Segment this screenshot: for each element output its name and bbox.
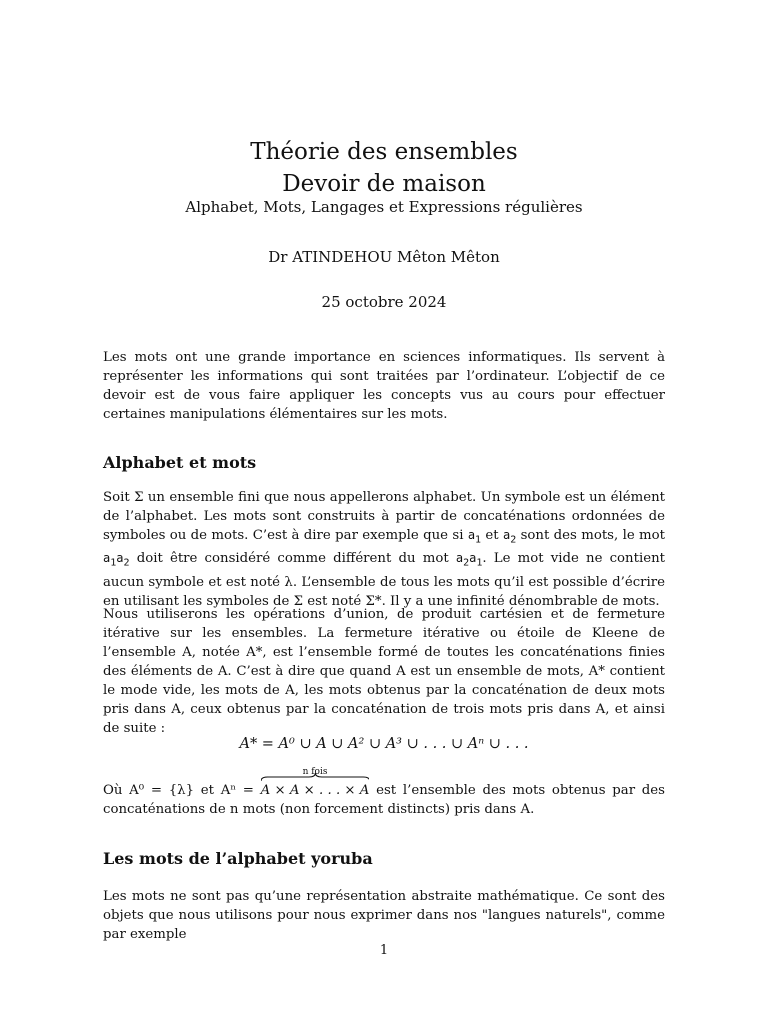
braced-expression: A × A × . . . × A [260,783,370,798]
text-segment: doit être considéré comme différent du mot [129,551,456,567]
overbrace-product [260,767,370,800]
document-subtitle: Devoir de maison [282,171,486,197]
text-segment: et [481,528,503,543]
text-segment: sont des mots, le mot [516,528,665,543]
document-date: 25 octobre 2024 [321,293,447,311]
paragraph-alphabet: Soit Σ un ensemble fini que nous appellerons alphabet. Un symbole est un élément de l’alphabet. Les mots sont construits à partir de concaténations ordonnées de symboles ou de mots. C’est à dire par exemple que si $a_1$ et $a_2$ sont des mots, le mot $a_1a_2$ doit être considéré comme différent du mot $a_2a_1$. Le mot vide ne contient aucun symbole et est noté λ. L’ensemble de tous les mots qu’il est possible d’écrire en utilisant les symboles de Σ est noté Σ*. Il y a une infinité dénombrable de mots. [103,490,665,609]
document-author: Dr ATINDEHOU Mêton Mêton [268,248,500,266]
paragraph-yoruba: Les mots ne sont pas qu’une représentation abstraite mathématique. Ce sont des objets que nous utilisons pour nous exprimer dans nos "langues naturels", comme par exemple [103,889,665,942]
paragraph-power-definition [103,767,665,819]
paragraph-kleene: Nous utiliserons les opérations d’union, de produit cartésien et de fermeture itérative sur les ensembles. La fermeture itérative ou étoile de Kleene de l’ensemble A, notée A*, est l’ensemble formé de toutes les concaténations finies des éléments de A. C’est à dire que quand A est un ensemble de mots, A* contient le mode vide, les mots de A, les mots obtenus par la concaténation de deux mots pris dans A, ceux obtenus par la concaténation de trois mots pris dans A, et ainsi de suite : [103,607,665,736]
text-segment: est l’ensemble des mots obtenus par des concaténations de n mots (non forcement distincts) pris dans A. [103,783,665,817]
page-number: 1 [379,943,389,958]
brace-label: n fois [302,767,328,777]
intro-paragraph: Les mots ont une grande importance en sciences informatiques. Ils servent à représenter les informations qui sont traitées par l’ordinateur. L’objectif de ce devoir est de vous faire appliquer les concepts vus au cours pour effectuer certaines manipulations élémentaires sur les mots. [103,350,665,422]
document-subsubtitle: Alphabet, Mots, Langages et Expressions régulières [185,198,583,216]
section-heading-alphabet: Alphabet et mots [103,453,257,472]
text-segment: Soit Σ un ensemble fini que nous appellerons alphabet. Un symbole est un élément de l’alphabet. Les mots sont construits à partir de concaténations ordonnées de symboles ou de mots. C’est à dire par exemple que si [103,490,665,543]
kleene-equation: A* = A⁰ ∪ A ∪ A² ∪ A³ ∪ . . . ∪ Aⁿ ∪ . . . [239,736,529,752]
overbrace-icon [261,773,370,781]
document-title: Théorie des ensembles [250,139,518,165]
text-segment: . Le mot vide ne contient aucun symbole et est noté λ. L’ensemble de tous les mots qu’il est possible d’écrire en utilisant les symboles de Σ est noté Σ*. Il y a une infinité dénombrable de mots. [103,551,665,609]
text-segment: Où A⁰ = {λ} et Aⁿ = [103,783,261,798]
section-heading-yoruba: Les mots de l’alphabet yoruba [103,849,373,868]
